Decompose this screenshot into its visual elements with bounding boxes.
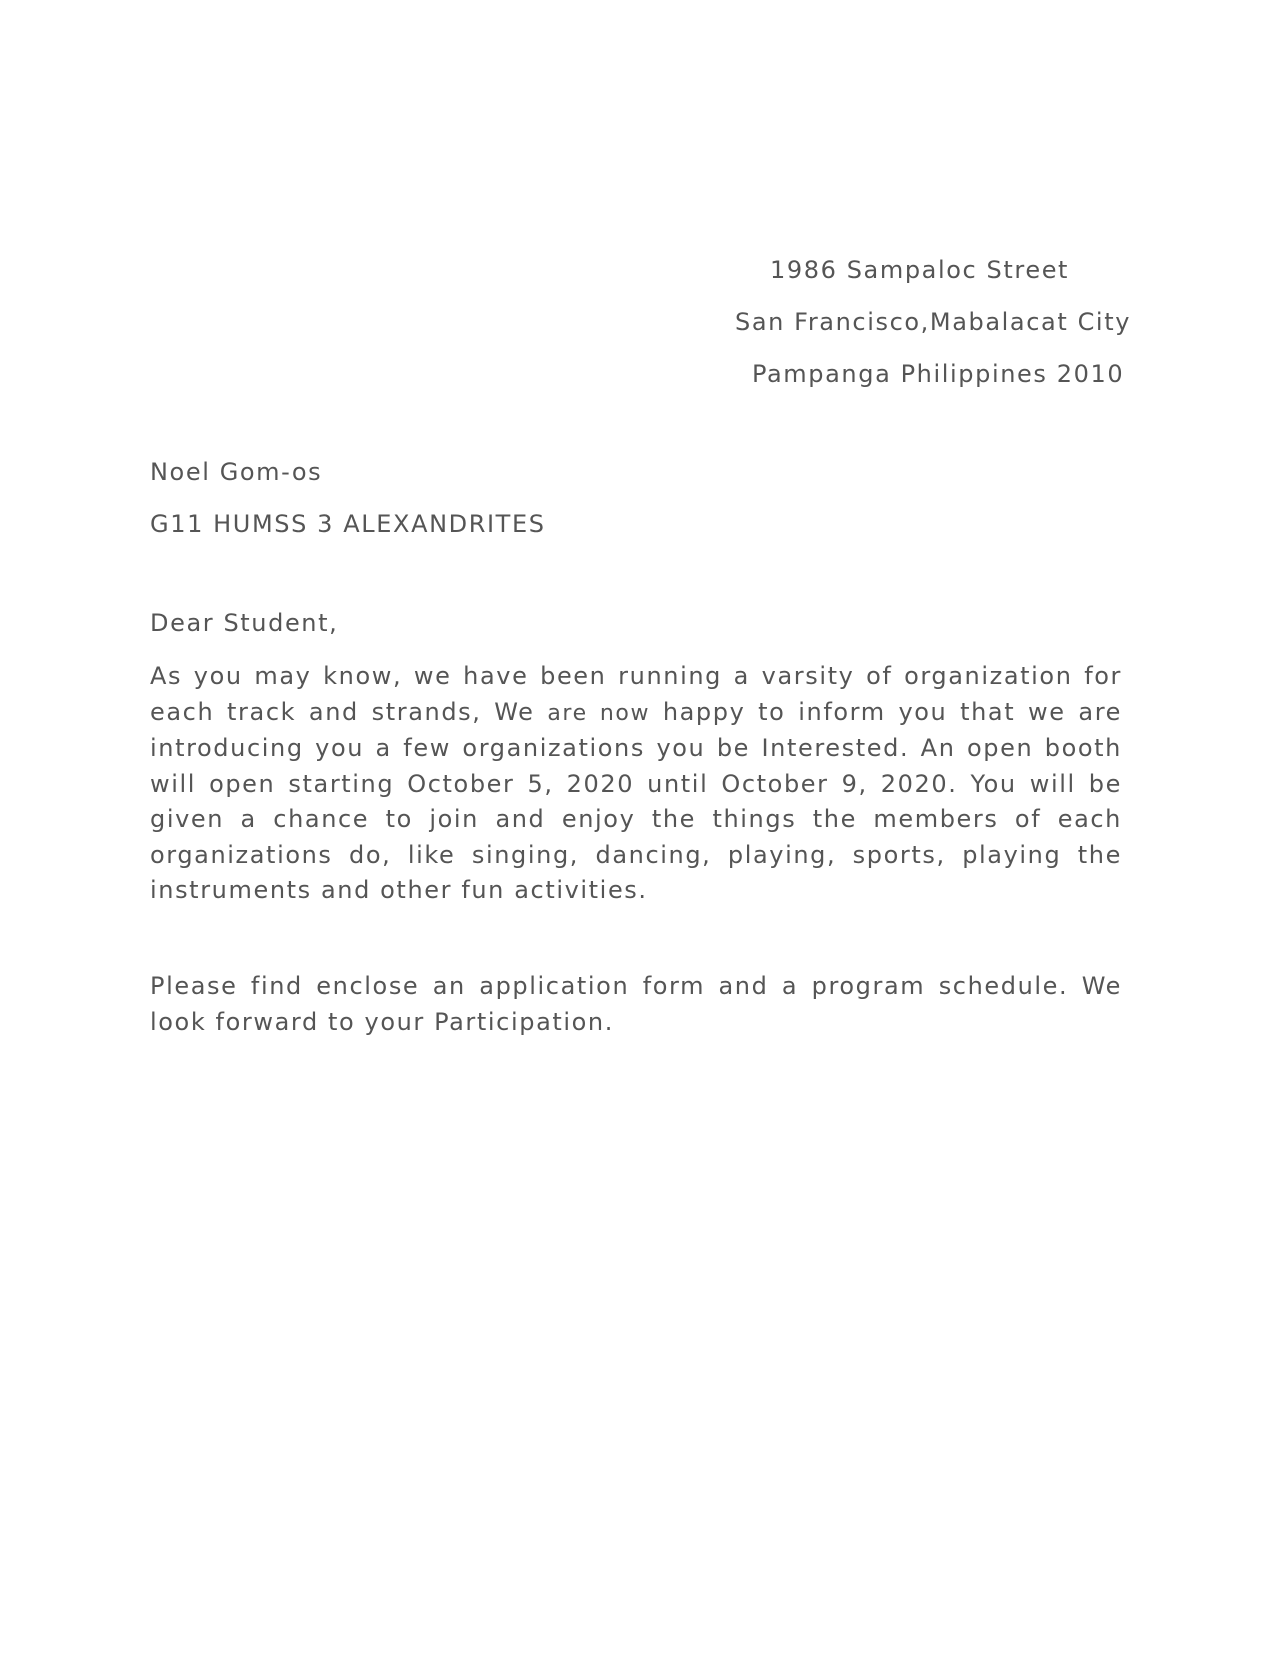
salutation: Dear Student, (150, 609, 339, 637)
recipient-section: G11 HUMSS 3 ALEXANDRITES (150, 510, 546, 538)
body-paragraph-1-part-3: happy to inform you that we are introducing you a few organizations you be Interested. An open booth will open starting October 5, 2020 until October 9, 2020. You will be given a chance to join and enjoy the things the members of each organizations do, like singing, dancing, playing, sports, playing the instruments and other fun activities. (150, 697, 1122, 904)
body-paragraph-1-part-1: As you may know, we have been running a varsity of organization for each track and strands, We (150, 662, 1122, 726)
sender-address-line-1: 1986 Sampaloc Street (770, 256, 1070, 284)
sender-address-line-2: San Francisco,Mabalacat City (735, 308, 1132, 336)
sender-address-line-3: Pampanga Philippines 2010 (752, 360, 1125, 388)
body-paragraph-2: Please find enclose an application form and a program schedule. We look forward to your Participation. (150, 972, 1122, 1036)
body-paragraph-1-part-2: are now (547, 700, 651, 726)
recipient-name: Noel Gom-os (150, 458, 323, 486)
body-paragraph-1 (150, 659, 1122, 909)
